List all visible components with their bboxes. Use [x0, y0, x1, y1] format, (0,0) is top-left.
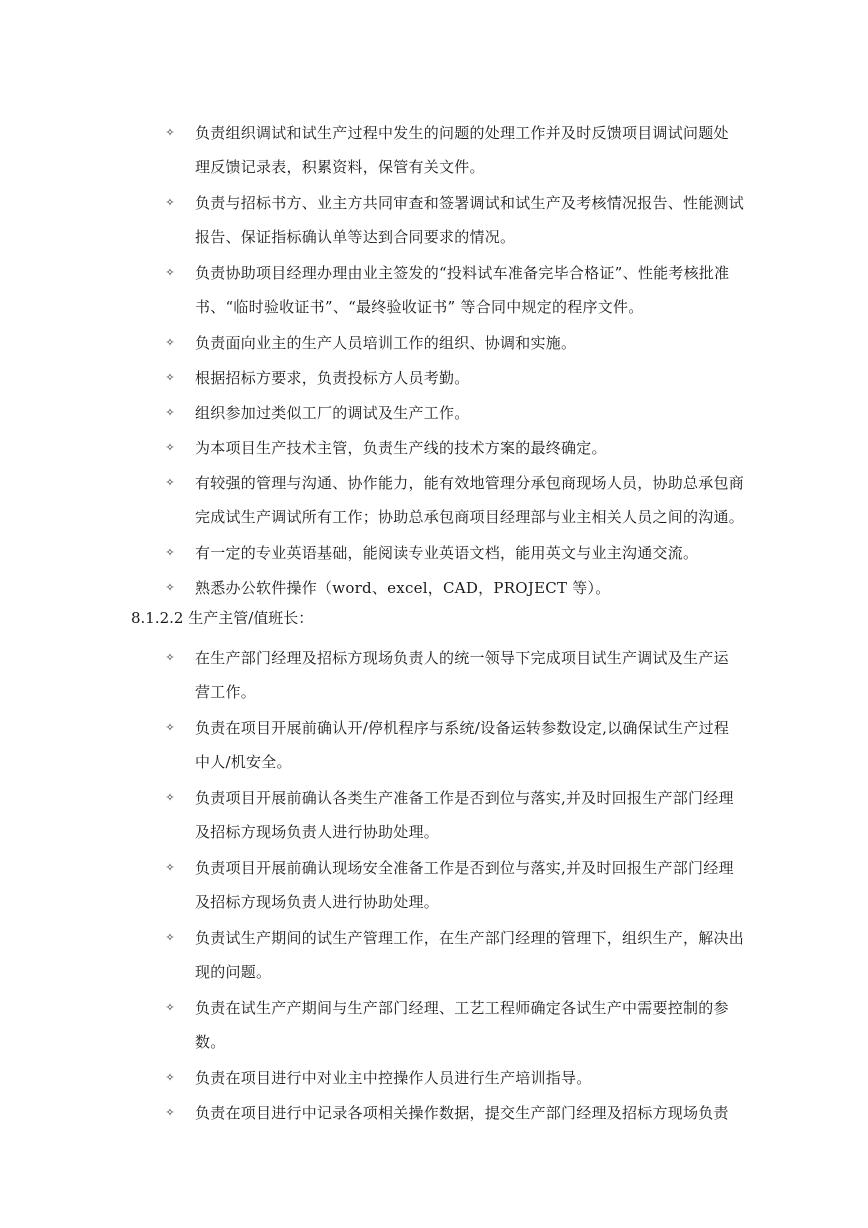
list-item-text: 有较强的管理与沟通、协作能力，能有效地管理分承包商现场人员，协助总承包商: [195, 474, 745, 492]
section-heading: 8.1.2.2 生产主管/值班长：: [131, 609, 314, 627]
list-item-text: 熟悉办公软件操作（word、excel，CAD，PROJECT 等）。: [195, 579, 611, 597]
list-item-text-cont: 营工作。: [195, 683, 257, 701]
list-item-text: 根据招标方要求，负责投标方人员考勤。: [195, 369, 470, 387]
list-item-text: 负责试生产期间的试生产管理工作，在生产部门经理的管理下，组织生产，解决出: [195, 929, 745, 947]
list-item-text: 为本项目生产技术主管，负责生产线的技术方案的最终确定。: [195, 439, 607, 457]
bullet-icon: ✧: [165, 791, 175, 804]
list-item-text-cont: 中人/机安全。: [195, 753, 292, 771]
bullet-icon: ✧: [165, 371, 175, 384]
bullet-icon: ✧: [165, 546, 175, 559]
list-item-text: 负责在项目进行中对业主中控操作人员进行生产培训指导。: [195, 1069, 592, 1087]
list-item-text: 负责在项目开展前确认开/停机程序与系统/设备运转参数设定,以确保试生产过程: [195, 719, 730, 737]
bullet-icon: ✧: [165, 721, 175, 734]
bullet-icon: ✧: [165, 196, 175, 209]
bullet-icon: ✧: [165, 266, 175, 279]
list-item-text: 负责协助项目经理办理由业主签发的“投料试车准备完毕合格证”、性能考核批准: [195, 264, 730, 282]
bullet-icon: ✧: [165, 1001, 175, 1014]
list-item-text-cont: 书、“临时验收证书”、“最终验收证书” 等合同中规定的程序文件。: [195, 298, 644, 316]
list-item-text-cont: 及招标方现场负责人进行协助处理。: [195, 893, 440, 911]
list-item-text: 负责在试生产产期间与生产部门经理、工艺工程师确定各试生产中需要控制的参: [195, 999, 729, 1017]
list-item-text-cont: 完成试生产调试所有工作；协助总承包商项目经理部与业主相关人员之间的沟通。: [195, 508, 745, 526]
list-item-text-cont: 数。: [195, 1033, 226, 1051]
list-item-text: 负责与招标书方、业主方共同审查和签署调试和试生产及考核情况报告、性能测试: [195, 194, 745, 212]
list-item-text-cont: 报告、保证指标确认单等达到合同要求的情况。: [195, 228, 516, 246]
list-item-text-cont: 理反馈记录表，积累资料，保管有关文件。: [195, 158, 485, 176]
list-item-text: 组织参加过类似工厂的调试及生产工作。: [195, 404, 470, 422]
bullet-icon: ✧: [165, 1071, 175, 1084]
bullet-icon: ✧: [165, 581, 175, 594]
bullet-icon: ✧: [165, 931, 175, 944]
bullet-icon: ✧: [165, 406, 175, 419]
bullet-icon: ✧: [165, 651, 175, 664]
list-item-text: 负责在项目进行中记录各项相关操作数据，提交生产部门经理及招标方现场负责: [195, 1104, 729, 1122]
bullet-icon: ✧: [165, 441, 175, 454]
list-item-text: 在生产部门经理及招标方现场负责人的统一领导下完成项目试生产调试及生产运: [195, 649, 729, 667]
bullet-icon: ✧: [165, 1106, 175, 1119]
list-item-text: 负责组织调试和试生产过程中发生的问题的处理工作并及时反馈项目调试问题处: [195, 124, 729, 142]
list-item-text-cont: 及招标方现场负责人进行协助处理。: [195, 823, 440, 841]
bullet-icon: ✧: [165, 126, 175, 139]
list-item-text: 负责项目开展前确认现场安全准备工作是否到位与落实,并及时回报生产部门经理: [195, 859, 734, 877]
bullet-icon: ✧: [165, 476, 175, 489]
list-item-text: 负责项目开展前确认各类生产准备工作是否到位与落实,并及时回报生产部门经理: [195, 789, 734, 807]
list-item-text-cont: 现的问题。: [195, 963, 272, 981]
bullet-icon: ✧: [165, 336, 175, 349]
bullet-icon: ✧: [165, 861, 175, 874]
list-item-text: 负责面向业主的生产人员培训工作的组织、协调和实施。: [195, 334, 577, 352]
list-item-text: 有一定的专业英语基础，能阅读专业英语文档，能用英文与业主沟通交流。: [195, 544, 699, 562]
